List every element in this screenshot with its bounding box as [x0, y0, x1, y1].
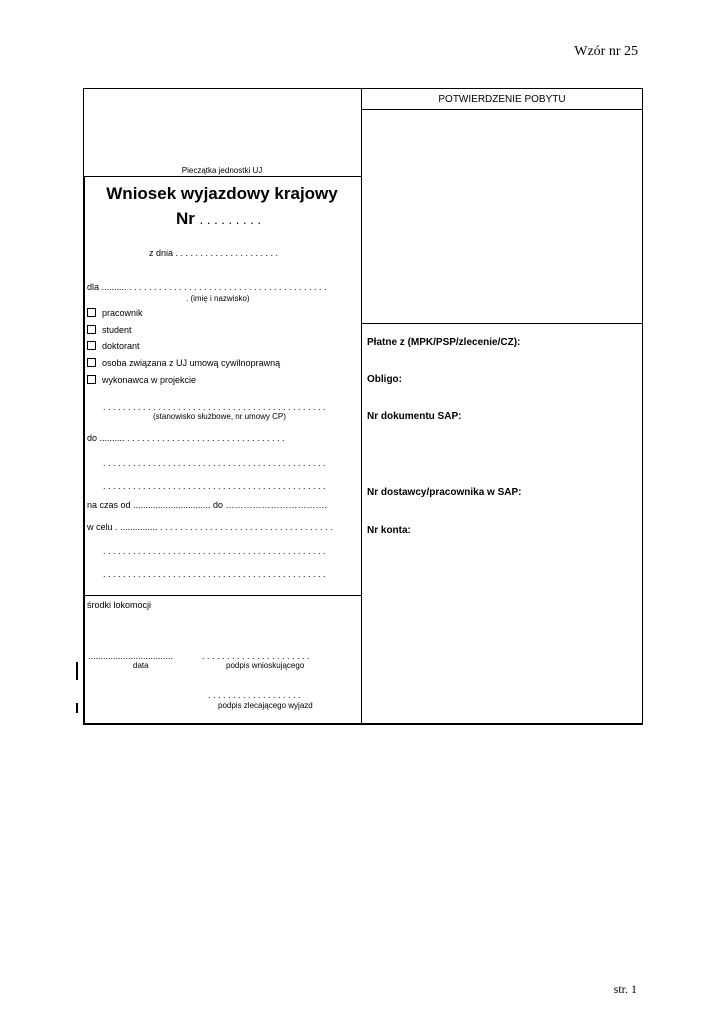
applicant-signature-field[interactable]: . . . . . . . . . . . . . . . . . . . . . . — [202, 651, 310, 661]
checkbox-icon[interactable] — [87, 325, 96, 334]
obligo-label: Obligo: — [367, 374, 402, 385]
form-number-field[interactable]: . . . . . . . . . — [199, 212, 262, 227]
option-phd[interactable] — [87, 341, 140, 351]
orderer-signature-field[interactable]: . . . . . . . . . . . . . . . . . . . — [208, 690, 301, 700]
option-label: student — [102, 325, 132, 335]
account-number-label: Nr konta: — [367, 525, 411, 536]
option-label: wykonawca w projekcie — [102, 375, 197, 385]
transport-label: środki lokomocji — [87, 600, 152, 610]
paid-from-label: Płatne z (MPK/PSP/zlecenie/CZ): — [367, 337, 521, 348]
destination-line-2[interactable]: . . . . . . . . . . . . . . . . . . . . . . . . . . . . . . . . . . . . . . . . . . . . . — [103, 458, 326, 468]
position-field[interactable]: . . . . . . . . . . . . . . . . . . . . . . . . . . . . . . . . . . . . . . . . . . . . . — [103, 402, 326, 412]
confirmation-title: POTWIERDZENIE POBYTU — [438, 94, 566, 105]
name-field[interactable]: dla .......... . . . . . . . . . . . . . . . . . . . . . . . . . . . . . . . . . . . . . . . . — [87, 282, 327, 292]
orderer-caption: podpis zlecającego wyjazd — [218, 701, 313, 710]
purpose-field[interactable]: w celu . ............... . . . . . . . . . . . . . . . . . . . . . . . . . . . . . . . . . . . — [87, 522, 333, 532]
destination-field[interactable]: do .......... . . . . . . . . . . . . . . . . . . . . . . . . . . . . . . . . — [87, 433, 285, 443]
option-label: doktorant — [102, 341, 140, 351]
name-caption: . (imię i nazwisko) — [186, 294, 250, 303]
date-field[interactable]: z dnia . . . . . . . . . . . . . . . . . . . . . — [149, 248, 279, 258]
form-title: Wniosek wyjazdowy krajowy — [106, 184, 338, 203]
checkbox-icon[interactable] — [87, 308, 96, 317]
option-civil-contract[interactable] — [87, 358, 280, 368]
date-signature-field[interactable]: .................................. — [88, 651, 174, 661]
form-number-label: Wzór nr 25 — [574, 44, 638, 59]
purpose-line-3[interactable]: . . . . . . . . . . . . . . . . . . . . . . . . . . . . . . . . . . . . . . . . . . . . . — [103, 569, 326, 579]
checkbox-icon[interactable] — [87, 341, 96, 350]
supplier-number-label: Nr dostawcy/pracownika w SAP: — [367, 487, 522, 498]
stamp-caption: Pieczątka jednostki UJ — [181, 166, 263, 175]
checkbox-icon[interactable] — [87, 375, 96, 384]
option-student[interactable] — [87, 325, 132, 335]
period-field[interactable]: na czas od ............................... do ……………………………. — [87, 500, 328, 510]
option-label: osoba związana z UJ umową cywilnoprawną — [102, 358, 281, 368]
option-employee[interactable] — [87, 308, 143, 318]
sap-document-label: Nr dokumentu SAP: — [367, 411, 462, 422]
option-project[interactable] — [87, 375, 196, 385]
page-number: str. 1 — [613, 982, 637, 996]
position-caption: (stanowisko służbowe, nr umowy CP) — [153, 412, 286, 421]
purpose-line-2[interactable]: . . . . . . . . . . . . . . . . . . . . . . . . . . . . . . . . . . . . . . . . . . . . . — [103, 546, 326, 556]
checkbox-icon[interactable] — [87, 358, 96, 367]
form-number — [176, 209, 261, 229]
date-caption: data — [133, 661, 149, 670]
option-label: pracownik — [102, 308, 143, 318]
form-number-label: Nr — [176, 209, 195, 228]
applicant-caption: podpis wnioskującego — [226, 661, 305, 670]
destination-line-3[interactable]: . . . . . . . . . . . . . . . . . . . . . . . . . . . . . . . . . . . . . . . . . . . . . — [103, 481, 326, 491]
